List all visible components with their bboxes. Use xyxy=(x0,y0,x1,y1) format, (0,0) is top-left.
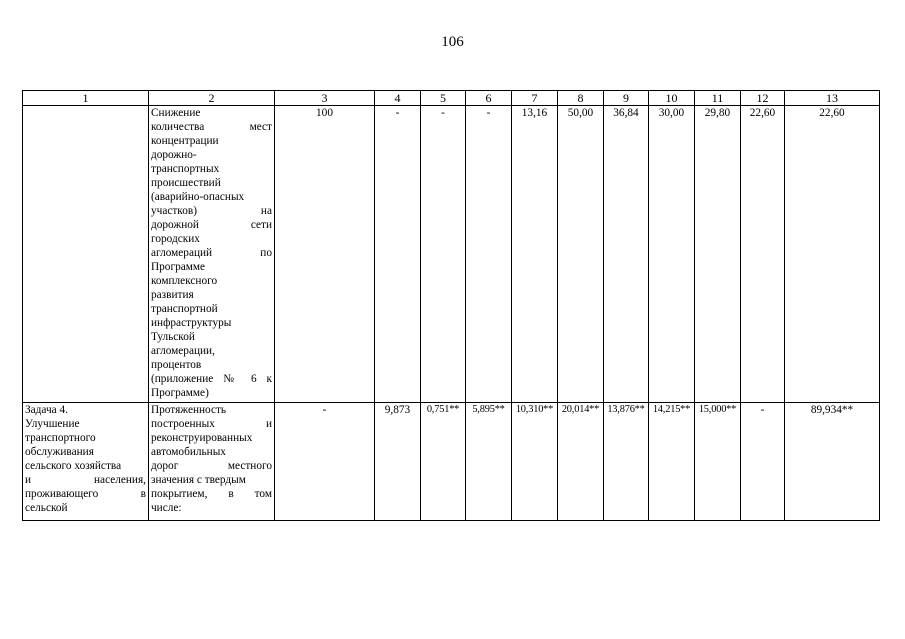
indicator-line: транспортных xyxy=(151,163,220,175)
header-cell: 9 xyxy=(604,91,649,106)
header-cell: 10 xyxy=(649,91,695,106)
indicator-line: Снижение xyxy=(151,107,201,119)
header-cell: 7 xyxy=(512,91,558,106)
task-line: Улучшение xyxy=(25,418,80,430)
indicator-line: реконструированных xyxy=(151,432,253,444)
value-cell: 15,000** xyxy=(695,403,741,521)
value-cell: - xyxy=(741,403,785,521)
indicator-line: дорожно- xyxy=(151,149,197,161)
value-cell: 100 xyxy=(275,106,375,403)
task-line: Задача 4. xyxy=(25,404,68,416)
table-row xyxy=(23,403,880,521)
indicator-line: покрытием, в том xyxy=(151,488,272,500)
indicator-line: дорожной сети xyxy=(151,219,272,231)
indicator-line: городских xyxy=(151,233,200,245)
value-cell: 9,873 xyxy=(375,403,421,521)
header-cell: 13 xyxy=(785,91,880,106)
page-number: 106 xyxy=(441,34,464,50)
value-cell: 5,895** xyxy=(466,403,512,521)
task-cell xyxy=(23,403,149,521)
task-cell xyxy=(23,106,149,403)
header-row xyxy=(23,91,880,106)
header-cell: 6 xyxy=(466,91,512,106)
header-cell: 12 xyxy=(741,91,785,106)
indicator-line: происшествий xyxy=(151,177,221,189)
header-cell: 11 xyxy=(695,91,741,106)
value-cell: 13,16 xyxy=(512,106,558,403)
table-row xyxy=(23,106,880,403)
value-cell: 36,84 xyxy=(604,106,649,403)
value-cell: 14,215** xyxy=(649,403,695,521)
indicator-line: процентов xyxy=(151,359,202,371)
indicator-table xyxy=(22,90,880,521)
indicator-line: числе: xyxy=(151,502,182,514)
value-cell: 10,310** xyxy=(512,403,558,521)
value-cell: 50,00 xyxy=(558,106,604,403)
task-line: транспортного xyxy=(25,432,96,444)
header-cell: 3 xyxy=(275,91,375,106)
indicator-line: агломерации, xyxy=(151,345,215,357)
indicator-cell xyxy=(149,106,275,403)
indicator-line: комплексного xyxy=(151,275,218,287)
indicator-line: Тульской xyxy=(151,331,195,343)
indicator-line: развития xyxy=(151,289,194,301)
value-cell: 30,00 xyxy=(649,106,695,403)
header-cell: 1 xyxy=(23,91,149,106)
indicator-line: инфраструктуры xyxy=(151,317,232,329)
value-cell: - xyxy=(375,106,421,403)
value-cell: - xyxy=(466,106,512,403)
header-cell: 2 xyxy=(149,91,275,106)
value-cell: 29,80 xyxy=(695,106,741,403)
indicator-line: построенных и xyxy=(151,418,272,430)
value-cell: 89,934** xyxy=(785,403,880,521)
value-cell: 22,60 xyxy=(741,106,785,403)
value-cell: 0,751** xyxy=(421,403,466,521)
indicator-line: дорог местного xyxy=(151,460,272,472)
indicator-line: участков) на xyxy=(151,205,272,217)
task-line: и населения, xyxy=(25,474,146,486)
header-cell: 8 xyxy=(558,91,604,106)
task-line: обслуживания xyxy=(25,446,94,458)
value-cell: - xyxy=(421,106,466,403)
value-cell: 22,60 xyxy=(785,106,880,403)
header-cell: 5 xyxy=(421,91,466,106)
indicator-line: агломераций по xyxy=(151,247,272,259)
indicator-line: транспортной xyxy=(151,303,218,315)
indicator-cell xyxy=(149,403,275,521)
value-cell: 20,014** xyxy=(558,403,604,521)
indicator-line: значения с твердым xyxy=(151,474,246,486)
value-cell: 13,876** xyxy=(604,403,649,521)
indicator-line: (аварийно-опасных xyxy=(151,191,245,203)
indicator-line: Программе) xyxy=(151,387,209,399)
indicator-line: автомобильных xyxy=(151,446,226,458)
indicator-line: Программе xyxy=(151,261,206,273)
indicator-line: (приложение № 6 к xyxy=(151,373,272,385)
task-line: проживающего в xyxy=(25,488,146,500)
task-line: сельской xyxy=(25,502,68,514)
indicator-line: количества мест xyxy=(151,121,272,133)
header-cell: 4 xyxy=(375,91,421,106)
task-line: сельского хозяйства xyxy=(25,460,122,472)
indicator-line: концентрации xyxy=(151,135,219,147)
indicator-line: Протяженность xyxy=(151,404,227,416)
value-cell: - xyxy=(275,403,375,521)
